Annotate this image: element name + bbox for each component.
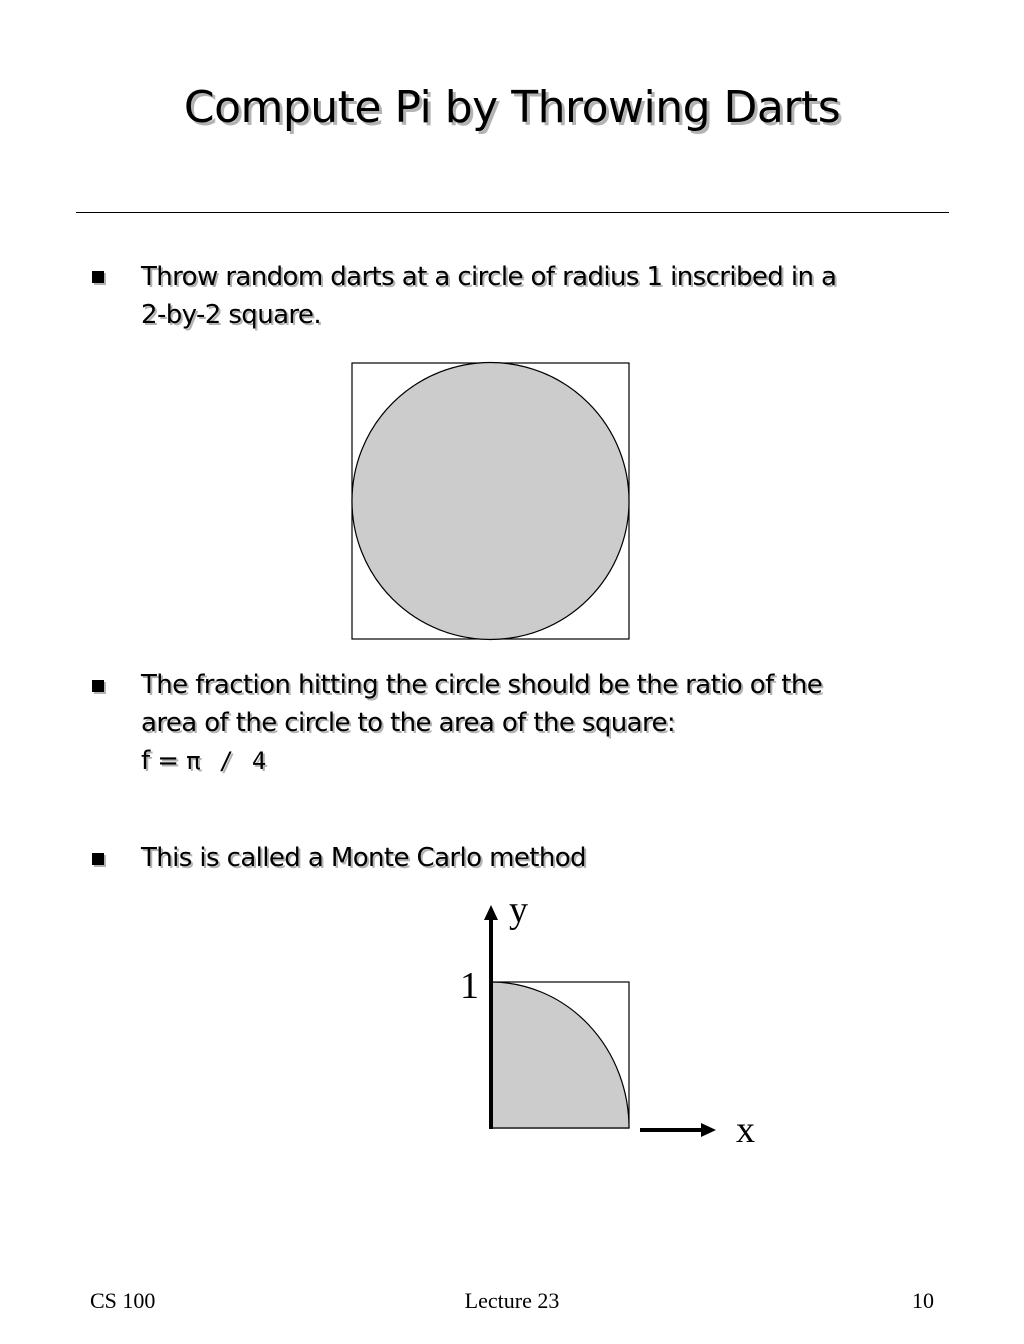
bullet-2-line-2: area of the circle to the area of the square: [141, 708, 676, 738]
inscribed-circle-figure [352, 363, 629, 640]
formula-expression: π / 4 [186, 747, 269, 775]
x-axis-arrowhead [701, 1123, 716, 1137]
y-tick-label: 1 [460, 965, 479, 1007]
bullet-2-line-1: The fraction hitting the circle should be the ratio of the [141, 670, 823, 700]
slide-title: Compute Pi by Throwing Darts [183, 82, 841, 133]
y-axis-label: y [509, 889, 528, 931]
bullet-1-line-1: Throw random darts at a circle of radius 1 inscribed in a [141, 262, 837, 292]
quadrant-figure [460, 889, 755, 1151]
y-axis-arrowhead [484, 905, 498, 920]
footer-lecture: Lecture 23 [464, 1288, 560, 1313]
formula-prefix: f = [141, 746, 187, 776]
bullet-3-line-1: This is called a Monte Carlo method [141, 843, 586, 873]
footer-page-number: 10 [912, 1288, 934, 1313]
bullet-1-line-2: 2-by-2 square. [141, 300, 321, 330]
unit-circle [352, 363, 629, 640]
footer-course: CS 100 [90, 1288, 156, 1313]
x-axis-label: x [736, 1109, 755, 1151]
